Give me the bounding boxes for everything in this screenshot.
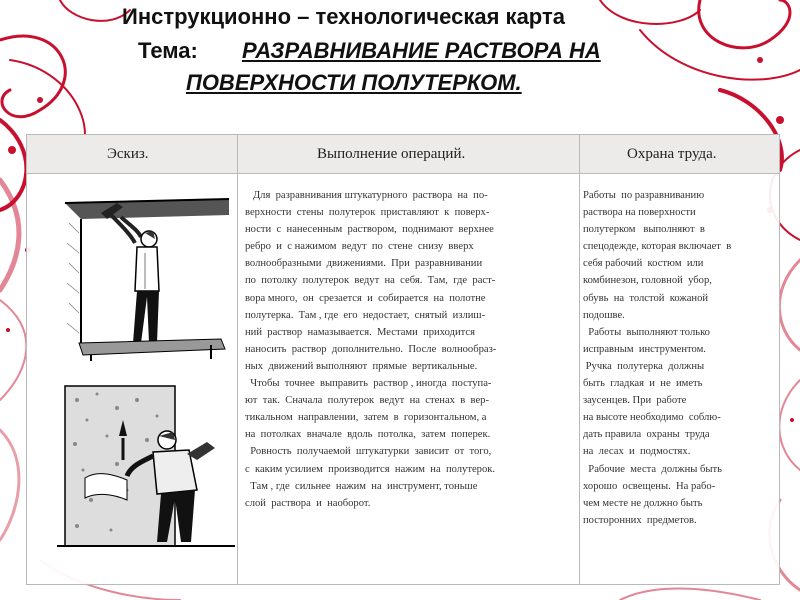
table-header-row bbox=[27, 135, 779, 174]
safety-line: быть гладкая и не иметь bbox=[583, 378, 703, 390]
safety-line: Работы выполняют только bbox=[583, 326, 710, 338]
topic-text-continued: ПОВЕРХНОСТИ ПОЛУТЕРКОМ. bbox=[186, 70, 522, 95]
sketch-wall-plastering bbox=[57, 380, 235, 555]
safety-line: Ручка полутерка должны bbox=[583, 360, 705, 372]
operations-line: слой раствора и наоборот. bbox=[245, 497, 371, 509]
operations-line: ний раствор намазывается. Местами приходится bbox=[245, 326, 475, 338]
safety-line: Рабочие места должны быть bbox=[583, 463, 722, 475]
safety-line: на высоте необходимо соблю- bbox=[583, 412, 721, 424]
safety-line: хорошо освещены. На рабо- bbox=[583, 480, 716, 492]
safety-line: посторонних предметов. bbox=[583, 514, 697, 526]
safety-line: заусенцев. При работе bbox=[583, 395, 687, 407]
header-sketch: Эскиз. bbox=[107, 146, 149, 162]
safety-text bbox=[583, 187, 779, 529]
operations-text bbox=[245, 187, 573, 512]
safety-line: подошве. bbox=[583, 309, 625, 321]
safety-line: Работы по разравниванию bbox=[583, 190, 705, 201]
instruction-table bbox=[26, 134, 780, 585]
operations-line: на потолках вначале вдоль потолка, затем поперек. bbox=[245, 429, 491, 441]
column-divider bbox=[237, 135, 238, 584]
title-line: Инструкционно – технологическая карта bbox=[122, 4, 565, 29]
operations-line: ребро и с нажимом ведут по стене снизу вверх bbox=[245, 241, 474, 253]
header-safety: Охрана труда. bbox=[627, 146, 717, 162]
operations-line: ности с нанесенным раствором, поднимают верхнее bbox=[245, 224, 494, 236]
safety-line: себя рабочий костюм или bbox=[583, 258, 704, 270]
topic-label: Тема: bbox=[138, 38, 198, 63]
operations-line: с каким усилием производится нажим на полутерок. bbox=[245, 463, 496, 475]
safety-line: чем месте не должно быть bbox=[583, 497, 703, 509]
safety-line: комбинезон, головной убор, bbox=[583, 275, 712, 287]
operations-line: Чтобы точнее выправить раствор , иногда поступа- bbox=[245, 378, 492, 390]
safety-line: дать правила охраны труда bbox=[583, 429, 710, 441]
safety-line: раствора на поверхности bbox=[583, 207, 696, 219]
safety-line: полутерком выполняют в bbox=[583, 224, 705, 236]
operations-line: тикальном направлении, затем в горизонтальном, а bbox=[245, 412, 487, 424]
operations-line: Для разравнивания штукатурного раствора на по- bbox=[245, 190, 488, 201]
operations-line: волнообразными движениями. При разравнивании bbox=[245, 258, 483, 270]
safety-line: обувь на толстой кожаной bbox=[583, 292, 709, 304]
operations-line: наносить раствор дополнительно. После волнообраз- bbox=[245, 343, 497, 355]
operations-line: полутерка. Там , где его недостает, снятый излиш- bbox=[245, 309, 486, 321]
header-operations: Выполнение операций. bbox=[317, 146, 466, 162]
safety-line: исправным инструментом. bbox=[583, 343, 706, 355]
operations-line: Там , где сильнее нажим на инструмент, тоньше bbox=[245, 480, 478, 492]
column-divider bbox=[579, 135, 580, 584]
operations-line: ных движений выполняют прямые вертикальные. bbox=[245, 360, 478, 372]
operations-line: Ровность получаемой штукатурки зависит от того, bbox=[245, 446, 492, 458]
sketch-ceiling-plastering bbox=[61, 193, 233, 365]
safety-line: на лесах и подмостях. bbox=[583, 446, 691, 458]
topic-line bbox=[138, 38, 601, 64]
operations-line: верхности стены полутерок приставляют к поверх- bbox=[245, 207, 490, 219]
safety-line: спецодежде, которая включает в bbox=[583, 241, 732, 253]
operations-line: ют так. Сначала полутерок ведут на стенах в вер- bbox=[245, 395, 490, 407]
operations-line: вора много, он срезается и собирается на полотне bbox=[245, 292, 486, 304]
topic-text: РАЗРАВНИВАНИЕ РАСТВОРА НА bbox=[241, 38, 601, 63]
operations-line: по потолку полутерок ведут на себя. Там, где раст- bbox=[245, 275, 496, 287]
